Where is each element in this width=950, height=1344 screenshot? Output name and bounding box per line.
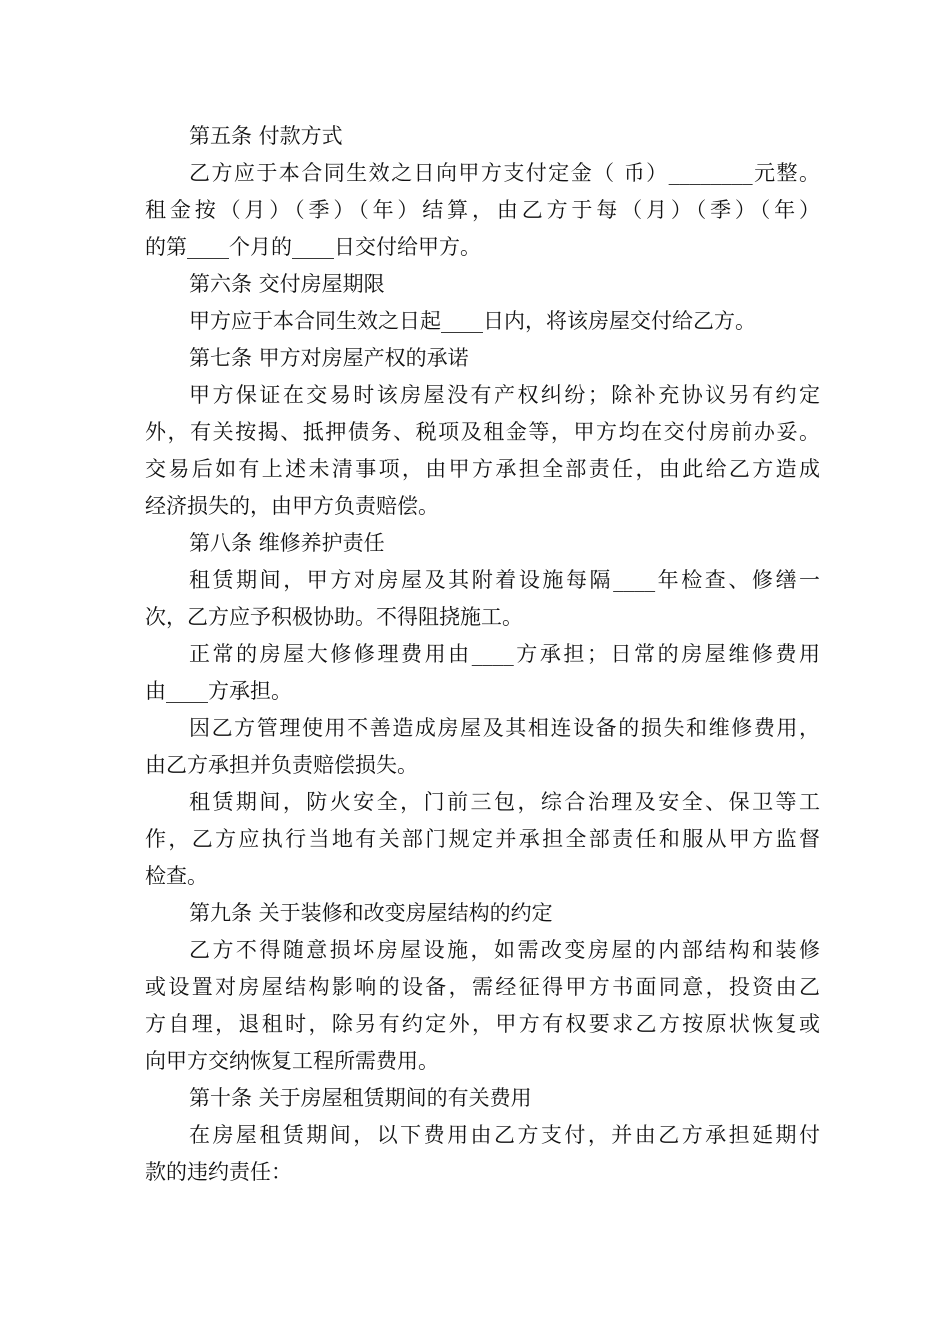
article-5-heading: 第五条 付款方式 [189, 124, 343, 148]
article-10-text-line-2: 款的违约责任： [145, 1160, 292, 1184]
article-8-para-4-line-3: 检查。 [145, 864, 208, 888]
article-9-text-line-4: 向甲方交纳恢复工程所需费用。 [145, 1049, 439, 1073]
article-8-heading: 第八条 维修养护责任 [189, 531, 385, 555]
article-8-para-1-line-1: 租赁期间，甲方对房屋及其附着设施每隔____年检查、修缮一 [189, 568, 820, 592]
article-9-heading: 第九条 关于装修和改变房屋结构的约定 [189, 901, 553, 925]
article-8-para-2-line-1: 正常的房屋大修修理费用由____方承担；日常的房屋维修费用 [189, 642, 820, 666]
article-7-text-line-2: 外，有关按揭、抵押债务、税项及租金等，甲方均在交付房前办妥。 [145, 420, 820, 444]
article-8-para-3-line-2: 由乙方承担并负责赔偿损失。 [145, 753, 418, 777]
document-body [145, 118, 820, 1191]
article-10-text-line-1: 在房屋租赁期间，以下费用由乙方支付，并由乙方承担延期付 [189, 1123, 820, 1147]
article-8-para-3-line-1: 因乙方管理使用不善造成房屋及其相连设备的损失和维修费用， [189, 716, 820, 740]
article-8-para-4-line-1: 租赁期间，防火安全，门前三包，综合治理及安全、保卫等工 [189, 790, 820, 814]
article-5-text-line-3: 的第____个月的____日交付给甲方。 [145, 235, 481, 259]
article-8-para-4-line-2: 作，乙方应执行当地有关部门规定并承担全部责任和服从甲方监督 [145, 827, 820, 851]
article-6-heading: 第六条 交付房屋期限 [189, 272, 385, 296]
article-9-text-line-2: 或设置对房屋结构影响的设备，需经征得甲方书面同意，投资由乙 [145, 975, 820, 999]
article-7-heading: 第七条 甲方对房屋产权的承诺 [189, 346, 469, 370]
article-8-para-1-line-2: 次，乙方应予积极协助。不得阻挠施工。 [145, 605, 523, 629]
article-9-text-line-3: 方自理，退租时，除另有约定外，甲方有权要求乙方按原状恢复或 [145, 1012, 820, 1036]
article-10-heading: 第十条 关于房屋租赁期间的有关费用 [189, 1086, 532, 1110]
article-5-text-line-1: 乙方应于本合同生效之日向甲方支付定金（ 币）________元整。 [189, 161, 820, 185]
article-6-text-line-1: 甲方应于本合同生效之日起____日内，将该房屋交付给乙方。 [189, 309, 756, 333]
article-7-text-line-1: 甲方保证在交易时该房屋没有产权纠纷；除补充协议另有约定 [189, 383, 820, 407]
article-9-text-line-1: 乙方不得随意损坏房屋设施，如需改变房屋的内部结构和装修 [189, 938, 820, 962]
article-5-text-line-2: 租金按（月）（季）（年）结算，由乙方于每（月）（季）（年） [145, 198, 820, 222]
article-7-text-line-4: 经济损失的，由甲方负责赔偿。 [145, 494, 439, 518]
article-7-text-line-3: 交易后如有上述未清事项，由甲方承担全部责任，由此给乙方造成 [145, 457, 820, 481]
article-8-para-2-line-2: 由____方承担。 [145, 679, 292, 703]
